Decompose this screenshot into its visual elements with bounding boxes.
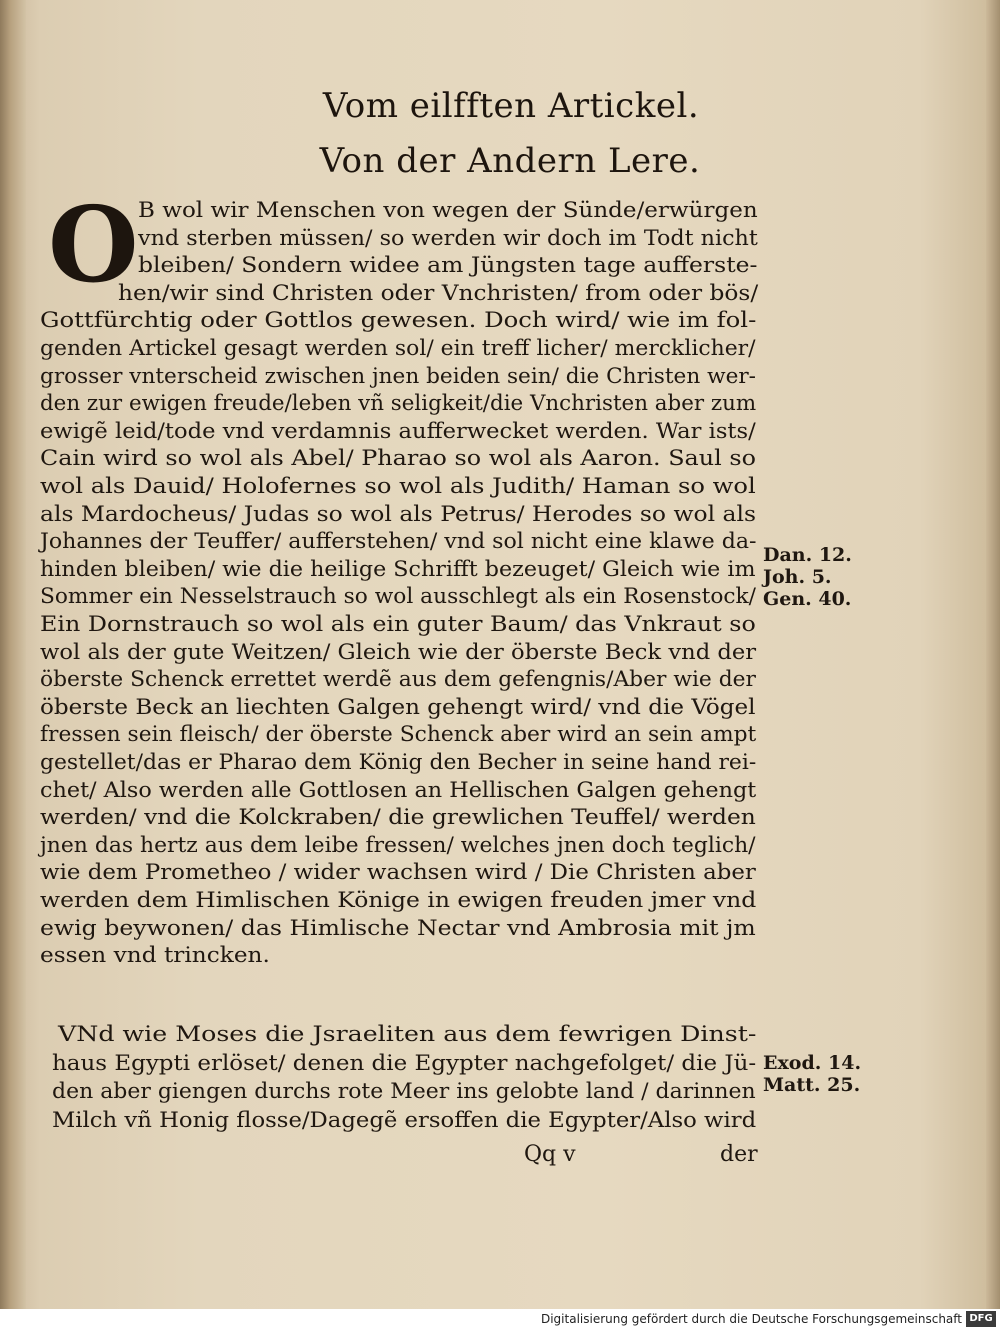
reference-entry: Joh. 5. (763, 566, 832, 588)
text-line: wie dem Prometheo / wider wachsen wird / Die Christen aber (40, 860, 756, 886)
catchword: der (720, 1142, 758, 1167)
text-line: hinden bleiben/ wie die heilige Schrifft bezeuget/ Gleich wie im (40, 556, 756, 582)
text-line: jnen das hertz aus dem leibe fressen/ welches jnen doch teglich/ (40, 832, 756, 858)
reference-entry: Exod. 14. (763, 1052, 862, 1074)
reference-entry: Dan. 12. (763, 544, 852, 566)
text-line: grosser vnterscheid zwischen jnen beiden sein/ die Christen wer- (40, 363, 756, 389)
text-line: haus Egypti erlöset/ denen die Egypter nachgefolget/ die Jü- (52, 1050, 757, 1076)
text-line: hen/wir sind Christen oder Vnchristen/ from oder bös/ (118, 280, 759, 306)
text-line: vnd sterben müssen/ so werden wir doch im Todt nicht (138, 225, 758, 251)
text-line: öberste Beck an liechten Galgen gehengt wird/ vnd die Vögel (40, 694, 756, 720)
text-line: werden/ vnd die Kolckraben/ die grewlichen Teuffel/ werden (40, 805, 756, 831)
text-line: bleiben/ Sondern widee am Jüngsten tage aufferste- (138, 253, 758, 279)
dfg-logo: DFG (966, 1311, 996, 1327)
text-line: den zur ewigen freude/leben vñ seligkeit/die Vnchristen aber zum (40, 391, 757, 417)
text-line: fressen sein fleisch/ der öberste Schenck aber wird an sein ampt (40, 722, 757, 748)
text-line: Gottfürchtig oder Gottlos gewesen. Doch wird/ wie im fol- (40, 308, 757, 334)
reference-entry: Matt. 25. (763, 1074, 861, 1096)
text-line: wol als Dauid/ Holofernes so wol als Judith/ Haman so wol (40, 474, 756, 499)
text-line: Milch vñ Honig flosse/Dagegẽ ersoffen die Egypter/Also wird (52, 1107, 757, 1133)
page-heading-article: Vom eilfften Artickel. (322, 86, 700, 126)
text-line: Ein Dornstrauch so wol als ein guter Baum/ das Vnkraut so (40, 612, 756, 637)
text-line: gestellet/das er Pharao dem König den Becher in seine hand rei- (40, 750, 757, 775)
text-line: wol als der gute Weitzen/ Gleich wie der öberste Beck vnd der (40, 639, 757, 665)
footer-bar (0, 1309, 1000, 1330)
text-line: chet/ Also werden alle Gottlosen an Hellischen Galgen gehengt (40, 777, 757, 803)
text-line: ewig beywonen/ das Himlische Nectar vnd Ambrosia mit jm (40, 915, 756, 941)
text-line: B wol wir Menschen von wegen der Sünde/erwürgen (138, 198, 758, 223)
page-heading-section: Von der Andern Lere. (319, 141, 701, 181)
margin-note-references-1 (763, 544, 852, 610)
text-line: VNd wie Moses die Jsraeliten aus dem fewrigen Dinst- (58, 1022, 757, 1047)
text-line: ewigẽ leid/tode vnd verdamnis aufferwecket werden. War ists/ (40, 418, 756, 444)
text-line: den aber giengen durchs rote Meer ins gelobte land / darinnen (52, 1079, 756, 1104)
signature-mark: Qq v (524, 1142, 576, 1167)
text-line: öberste Schenck errettet werdẽ aus dem gefengnis/Aber wie der (40, 667, 756, 693)
reference-entry: Gen. 40. (763, 588, 852, 610)
text-line: Sommer ein Nesselstrauch so wol ausschlegt als ein Rosenstock/ (40, 584, 756, 610)
funding-credit: Digitalisierung gefördert durch die Deutsche Forschungsgemeinschaft (540, 1312, 962, 1326)
drop-cap-initial: O (48, 183, 139, 306)
text-line: genden Artickel gesagt werden sol/ ein treff licher/ mercklicher/ (40, 336, 756, 361)
text-line: Johannes der Teuffer/ aufferstehen/ vnd sol nicht eine klawe da- (40, 529, 757, 555)
text-line: werden dem Himlischen Könige in ewigen freuden jmer vnd (40, 888, 757, 913)
margin-note-references-2 (763, 1052, 861, 1096)
text-line: essen vnd trincken. (40, 943, 270, 969)
text-line: als Mardocheus/ Judas so wol als Petrus/ Herodes so wol als (40, 501, 757, 527)
text-line: Cain wird so wol als Abel/ Pharao so wol als Aaron. Saul so (40, 446, 756, 472)
